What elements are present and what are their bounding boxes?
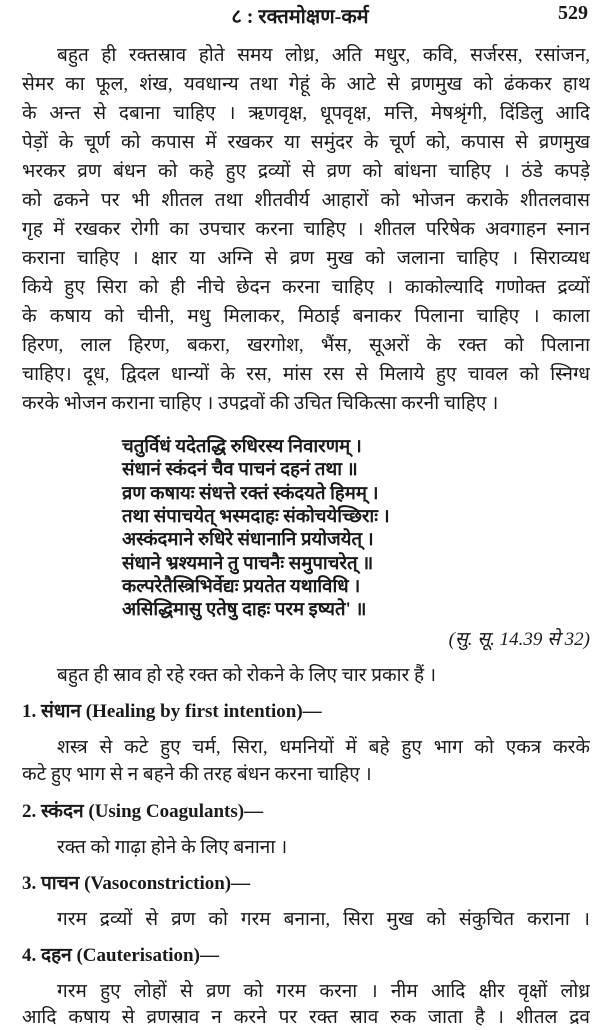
verse-line: संधानं स्कंदनं चैव पाचनं दहनं तथा ॥ [122, 460, 358, 480]
section-heading: 4. दहन (Cauterisation)— [22, 945, 219, 966]
text-line: बहुत ही रक्तस्राव होते समय लोध्र, अति मधुर, कवि, सर्जरस, रसांजन, [57, 45, 590, 66]
text-line: रक्त को गाढ़ा होने के लिए बनाना । [57, 837, 288, 858]
text-line: गृह में रखकर रोगी का उपचार करना चाहिए । शीतल परिषेक अवगाहन स्नान [22, 219, 590, 240]
section-heading: 3. पाचन (Vasoconstriction)— [22, 873, 251, 894]
verse-line: चतुर्विधं यदेतद्धि रुधिरस्य निवारणम् । [122, 437, 362, 457]
verse-line: व्रण कषायः संधत्ते रक्तं स्कंदयते हिमम् । [122, 484, 379, 504]
text-line: पेड़ों के चूर्ण को कपास में रखकर या समुंदर के चूर्ण को, कपास से व्रणमुख [22, 132, 590, 153]
section-heading: 2. स्कंदन (Using Coagulants)— [22, 801, 264, 822]
running-header-title: ८ : रक्तमोक्षण-कर्म [231, 6, 369, 28]
text-line: करके भोजन कराना चाहिए । उपद्रवों की उचित चिकित्सा करनी चाहिए । [22, 393, 499, 414]
text-line: के कषाय को चीनी, मधु मिलाकर, मिठाई बनाकर पिलाना चाहिए । काला [22, 306, 590, 327]
text-line: गरम हुए लोहों से व्रण को गरम करना । नीम आदि क्षीर वृक्षों लोध्र [57, 981, 590, 1002]
section-heading: 1. संधान (Healing by first intention)— [22, 701, 322, 722]
text-line: के अन्त से दबाना चाहिए । ऋणवृक्ष, धूपवृक्ष, मत्ति, मेषश्रृंगी, दिंडिलु आदि [22, 103, 590, 124]
page-number: 529 [558, 2, 588, 24]
text-line: हिरण, लाल हिरण, बकरा, खरगोश, भैंस, सूअरों के रक्त को पिलाना [22, 335, 590, 356]
verse-line: अस्कंदमाने रुधिरे संधानानि प्रयोजयेत् । [122, 530, 374, 550]
citation: (सु. सू. 14.39 से 32) [448, 629, 590, 650]
verse-line: तथा संपाचयेत् भस्मदाहः संकोचयेच्छिराः । [122, 507, 390, 527]
text-line: चाहिए। दूध, द्विदल धान्यों के रस, मांस रस से मिलाये हुए चावल को स्निग्ध [22, 364, 590, 385]
summary-line: बहुत ही स्राव हो रहे रक्त को रोकने के लिए चार प्रकार हैं । [57, 665, 437, 686]
verse-line: संधाने भ्रश्यमाने तु पाचनैः समुपाचरेत् ॥ [122, 554, 374, 574]
verse-line: कल्परेतैस्त्रिभिर्वेद्यः प्रयतेत यथाविधि । [122, 577, 361, 597]
text-line: भरकर व्रण बंधन को कहे हुए द्रव्यों से व्रण को बांधना चाहिए । ठंडे कपड़े [22, 161, 590, 182]
text-line: कटे हुए भाग से न बहने की तरह बंधन करना चाहिए । [22, 764, 372, 785]
text-line: को ढकने पर भी शीतल तथा शीतवीर्य आहारों को भोजन कराके शीतलवास [22, 190, 590, 211]
text-line: शस्त्र से कटे हुए चर्म, सिरा, धमनियों में बहे हुए भाग को एकत्र करके [57, 737, 590, 758]
text-line: आदि कषाय से व्रणस्राव न करने पर रक्त स्राव रुक जाता है । शीतल द्रव [22, 1007, 590, 1028]
text-line: किये हुए सिरा को ही नीचे छेदन करना चाहिए । काकोल्यादि गणोक्त द्रव्यों [22, 277, 590, 298]
text-line: कराना चाहिए । क्षार या अग्नि से व्रण मुख को जलाना चाहिए । सिराव्यध [22, 248, 590, 269]
text-line: गरम द्रव्यों से व्रण को गरम बनाना, सिरा मुख को संकुचित कराना । [57, 909, 590, 930]
text-line: सेमर का फूल, शंख, यवधान्य तथा गेहूं के आटे से व्रणमुख को ढंककर हाथ [22, 74, 590, 95]
verse-line: असिद्धिमासु एतेषु दाहः परम इष्यते' ॥ [122, 600, 367, 620]
